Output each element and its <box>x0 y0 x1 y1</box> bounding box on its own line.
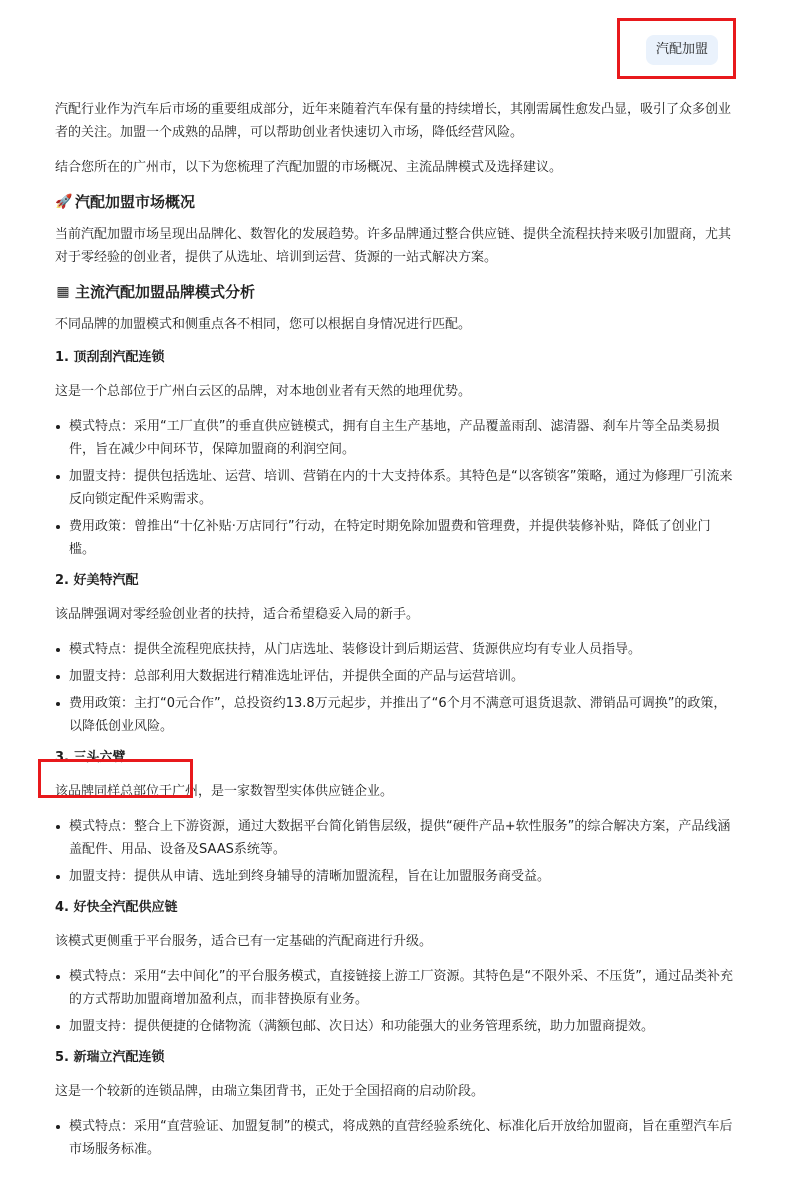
brand-bullets <box>55 415 735 561</box>
brand-desc: 这是一个总部位于广州白云区的品牌，对本地创业者有天然的地理优势。 <box>55 384 472 399</box>
section-heading <box>55 191 735 213</box>
intro-paragraph: 汽配行业作为汽车后市场的重要组成部分，近年来随着汽车保有量的持续增长，其刚需属性愈发凸显，吸引了众多创业者的关注。加盟一个成熟的品牌，可以帮助创业者快速切入市场，降低经营风险。 <box>55 102 732 140</box>
list-item: 模式特点：采用“去中间化”的平台服务模式，直接链接上游工厂资源。其特色是“不限外采、不压货”，通过品类补充的方式帮助加盟商增加盈利点，而非替换原有业务。 <box>55 965 735 1011</box>
highlight-box-chip <box>617 18 736 79</box>
answer-content <box>55 98 735 1161</box>
brand-bullets <box>55 1115 735 1161</box>
brand-bullets <box>55 815 735 888</box>
section-title: 主流汽配加盟品牌模式分析 <box>75 283 256 301</box>
highlight-box-brand-3 <box>38 759 193 798</box>
brand-title: 1. 顶刮刮汽配连锁 <box>55 350 165 365</box>
brand-bullets <box>55 965 735 1038</box>
list-item: 模式特点：提供全流程兜底扶持，从门店选址、装修设计到后期运营、货源供应均有专业人员指导。 <box>55 638 735 661</box>
list-item: 模式特点：采用“工厂直供”的垂直供应链模式，拥有自主生产基地，产品覆盖雨刮、滤清器、刹车片等全品类易损件，旨在减少中间环节，保障加盟商的利润空间。 <box>55 415 735 461</box>
list-item: 模式特点：采用“直营验证、加盟复制”的模式，将成熟的直营经验系统化、标准化后开放给加盟商，旨在重塑汽车后市场服务标准。 <box>55 1115 735 1161</box>
brand-desc: 该品牌强调对零经验创业者的扶持，适合希望稳妥入局的新手。 <box>55 607 420 622</box>
rocket-icon: 🚀 <box>55 194 73 210</box>
section-title: 汽配加盟市场概况 <box>75 193 196 211</box>
intro-paragraph: 结合您所在的广州市，以下为您梳理了汽配加盟的市场概况、主流品牌模式及选择建议。 <box>55 160 563 175</box>
section-heading <box>55 281 735 303</box>
brand-desc: 这是一个较新的连锁品牌，由瑞立集团背书，正处于全国招商的启动阶段。 <box>55 1084 485 1099</box>
building-icon: ▦ <box>56 284 70 300</box>
brand-desc: 该模式更侧重于平台服务，适合已有一定基础的汽配商进行升级。 <box>55 934 433 949</box>
list-item: 费用政策：主打“0元合作”，总投资约13.8万元起步，并推出了“6个月不满意可退货退款、滞销品可调换”的政策，以降低创业风险。 <box>55 692 735 738</box>
brand-desc: 该品牌同样总部位于广州，是一家数智型实体供应链企业。 <box>55 784 394 799</box>
list-item: 费用政策：曾推出“十亿补贴·万店同行”行动，在特定时期免除加盟费和管理费，并提供装修补贴，降低了创业门槛。 <box>55 515 735 561</box>
section-paragraph: 当前汽配加盟市场呈现出品牌化、数智化的发展趋势。许多品牌通过整合供应链、提供全流程扶持来吸引加盟商，尤其对于零经验的创业者，提供了从选址、培训到运营、货源的一站式解决方案。 <box>55 227 732 265</box>
query-chip[interactable]: 汽配加盟 <box>646 35 718 65</box>
brand-bullets <box>55 638 735 738</box>
list-item: 加盟支持：提供包括选址、运营、培训、营销在内的十大支持体系。其特色是“以客锁客”策略，通过为修理厂引流来反向锁定配件采购需求。 <box>55 465 735 511</box>
list-item: 加盟支持：总部利用大数据进行精准选址评估，并提供全面的产品与运营培训。 <box>55 665 735 688</box>
brand-title: 5. 新瑞立汽配连锁 <box>55 1050 165 1065</box>
list-item: 加盟支持：提供便捷的仓储物流（满额包邮、次日达）和功能强大的业务管理系统，助力加盟商提效。 <box>55 1015 735 1038</box>
brand-title: 4. 好快全汽配供应链 <box>55 900 178 915</box>
list-item: 加盟支持：提供从申请、选址到终身辅导的清晰加盟流程，旨在让加盟服务商受益。 <box>55 865 735 888</box>
brand-title: 2. 好美特汽配 <box>55 573 139 588</box>
list-item: 模式特点：整合上下游资源，通过大数据平台简化销售层级，提供“硬件产品+软性服务”的综合解决方案，产品线涵盖配件、用品、设备及SAAS系统等。 <box>55 815 735 861</box>
brand-title: 3. 三头六臂 <box>55 750 126 765</box>
section-paragraph: 不同品牌的加盟模式和侧重点各不相同，您可以根据自身情况进行匹配。 <box>55 317 472 332</box>
